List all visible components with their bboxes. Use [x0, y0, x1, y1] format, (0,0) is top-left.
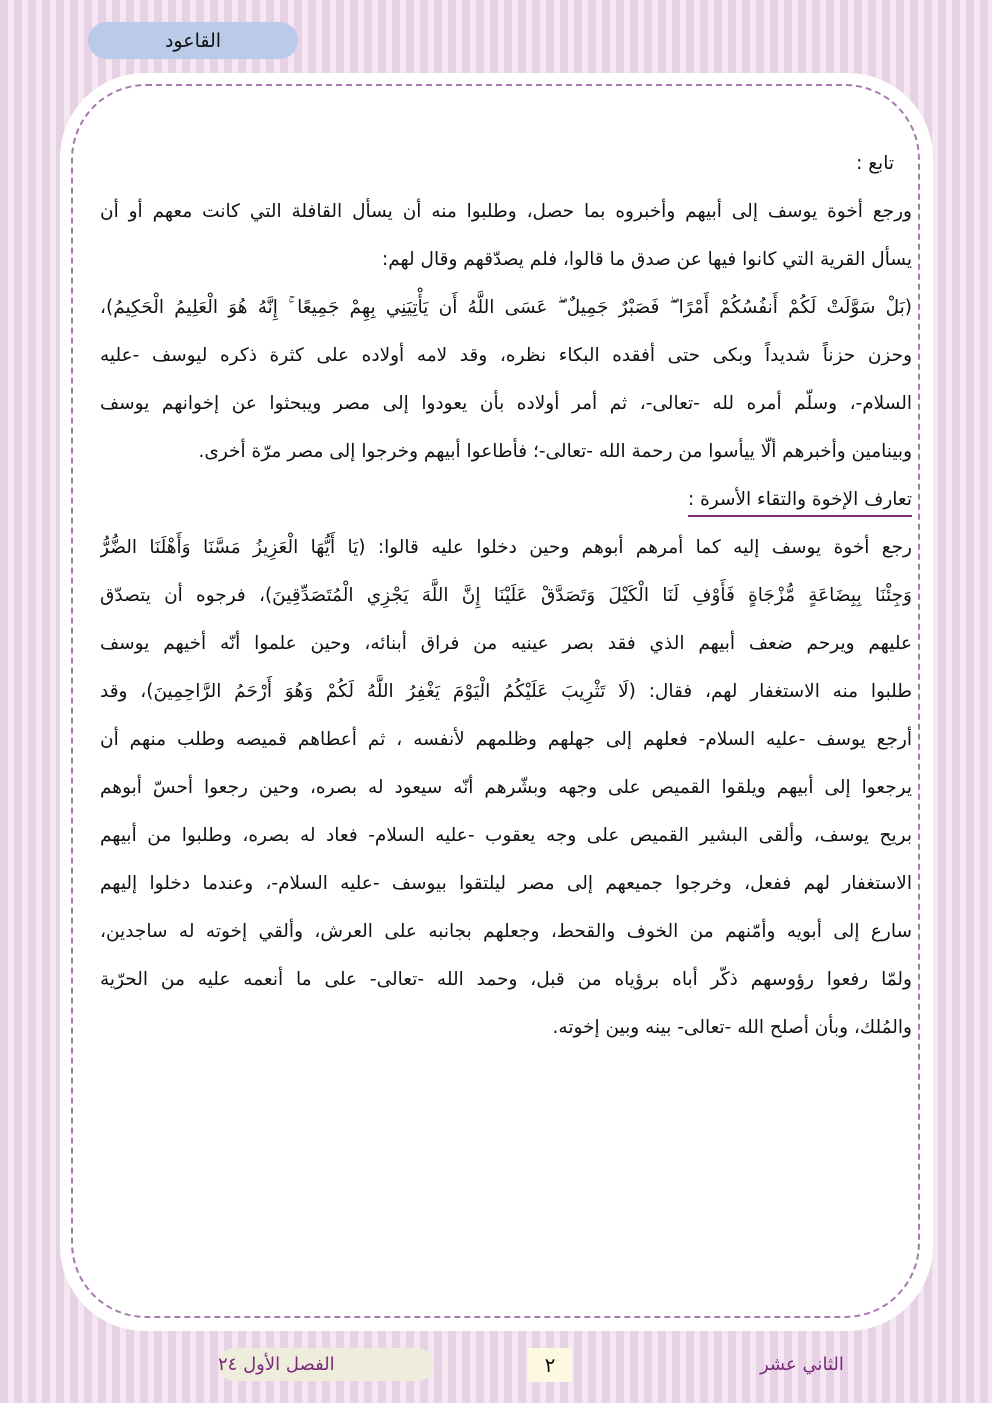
- text-line: ولمّا رفعوا رؤوسهم ذكّر أباه برؤياه من قبل، وحمد الله -تعالى- على ما أنعمه عليه من الحرّية: [100, 969, 912, 990]
- text-line: والمُلك، وبأن أصلح الله -تعالى- بينه وبين إخوته.: [552, 1017, 912, 1038]
- text-line: وبينامين وأخبرهم ألّا ييأسوا من رحمة الله -تعالى-؛ فأطاعوا أبيهم وخرجوا إلى مصر مرّة أخرى.: [198, 441, 912, 462]
- text-line: عليهم ويرحم ضعف أبيهم الذي فقد بصر عينيه من فراق أبنائه، وحين علموا أنّه أخيهم يوسف: [100, 633, 912, 654]
- section-heading-row: [100, 476, 912, 524]
- section-heading: تعارف الإخوة والتقاء الأسرة :: [688, 485, 912, 517]
- text-line: يسأل القرية التي كانوا فيها عن صدق ما قالوا، فلم يصدّقهم وقال لهم:: [381, 249, 912, 270]
- text-line: رجع أخوة يوسف إليه كما أمرهم أبوهم وحين دخلوا عليه قالوا: (يَا أَيُّهَا الْعَزِيزُ مَسَّنَا وَأَهْلَنَا الضُّرُّ: [100, 537, 912, 558]
- text-line: وحزن حزناً شديداً وبكى حتى أفقده البكاء نظره، وقد لامه أولاده على كثرة ذكره ليوسف -عليه: [100, 345, 912, 366]
- text-line: الاستغفار لهم ففعل، وخرجوا جميعهم إلى مصر ليلتقوا بيوسف -عليه السلام-، وعندما دخلوا إليهم: [100, 873, 912, 894]
- text-line: سارع إلى أبويه وأمّنهم من الخوف والقحط، وجعلهم بجانبه على العرش، وألقي إخوته له ساجدين،: [100, 921, 912, 942]
- chapter-label: الفصل الأول ٢٤: [218, 1348, 434, 1381]
- text-line: أرجع يوسف -عليه السلام- فعلهم إلى جهلهم وظلمهم لأنفسه ، ثم أعطاهم قميصه وطلب منهم أن: [100, 729, 912, 750]
- quran-quote: (بَلْ سَوَّلَتْ لَكُمْ أَنفُسُكُمْ أَمْرًا ۖ فَصَبْرٌ جَمِيلٌ ۖ عَسَى اللَّهُ أَن يَأْتِيَنِي بِهِمْ جَمِيعًا ۚ إِنَّهُ هُوَ الْعَلِيمُ الْحَكِيمُ)،: [100, 297, 912, 318]
- text-line: ورجع أخوة يوسف إلى أبيهم وأخبروه بما حصل، وطلبوا منه أن يسأل القافلة التي كانت معهم أو أن: [100, 201, 912, 222]
- grade-label: الثاني عشر: [760, 1354, 844, 1375]
- text-line: بريح يوسف، وألقى البشير القميص على وجه يعقوب -عليه السلام- فعاد له بصره، وطلبوا من أبيهم: [100, 825, 912, 846]
- text-line: يرجعوا إلى أبيهم ويلقوا القميص على وجهه وبشّرهم أنّه سيعود له بصره، وحين رجعوا أحسّ أبوهم: [100, 777, 912, 798]
- subject-tab: القاعود: [88, 22, 298, 59]
- text-line: السلام-، وسلّم أمره لله -تعالى-، ثم أمر أولاده بأن يعودوا إلى مصر ويبحثوا عن إخوانهم يوسف: [100, 393, 912, 414]
- text-line: طلبوا منه الاستغفار لهم، فقال: (لَا تَثْرِيبَ عَلَيْكُمُ الْيَوْمَ يَغْفِرُ اللَّهُ لَكُمْ وَهُوَ أَرْحَمُ الرَّاحِمِينَ)، وقد: [100, 681, 912, 702]
- body-text: [100, 140, 912, 1052]
- text-line: وَجِئْنَا بِبِضَاعَةٍ مُّزْجَاةٍ فَأَوْفِ لَنَا الْكَيْلَ وَتَصَدَّقْ عَلَيْنَا إِنَّ اللَّهَ يَجْزِي الْمُتَصَدِّقِينَ)، فرجوه أن يتصدّق: [100, 585, 912, 606]
- page-number: ٢: [528, 1348, 572, 1382]
- continued-label: تابع :: [856, 153, 894, 174]
